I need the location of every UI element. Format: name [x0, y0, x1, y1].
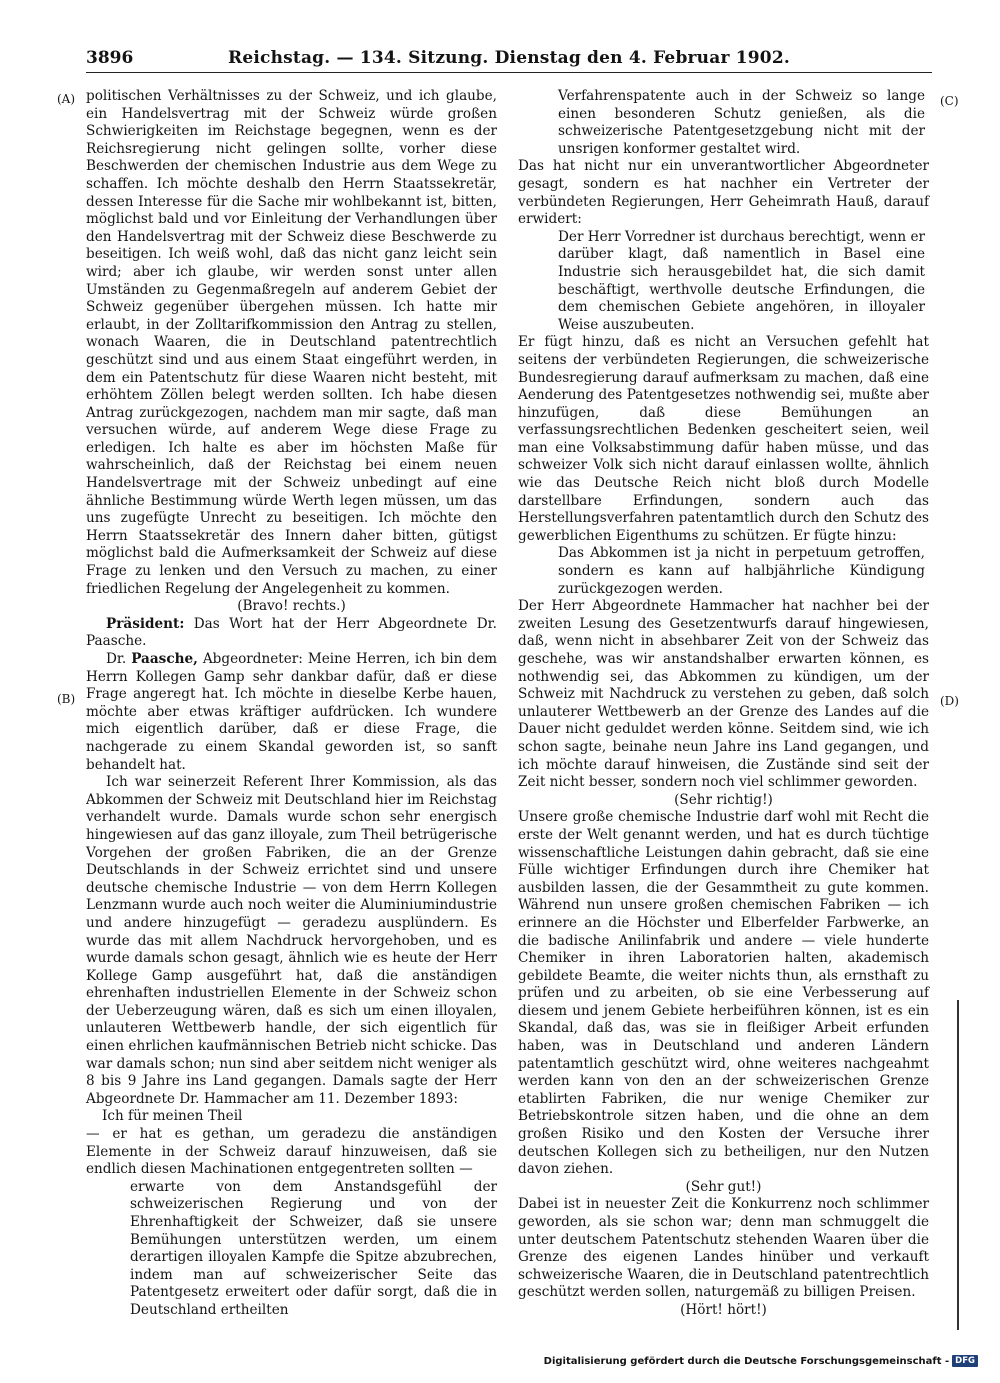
paragraph: Der Herr Abgeordnete Hammacher hat nachher bei der zweiten Lesung des Gesetzentwurfs darauf hingewiesen, daß, wenn nicht in absehbarer Zeit von der Schweiz das geschehe, was wir anstandshalber erwarten können, es nothwendig sei, das Abkommen zu kündigen, um der Schweiz mit Nachdruck zu verstehen zu geben, daß solch unlauterer Wettbewerb an der Grenze des Landes auf die Dauer nicht geduldet werden könne. Seitdem sind, wie ich schon sagte, beinahe neun Jahre ins Land gegangen, und ich möchte darauf hinweisen, die Zustände sind seit der Zeit nicht besser, sondern noch viel schlimmer geworden. [518, 598, 929, 791]
running-head: Reichstag. — 134. Sitzung. Dienstag den 4. Februar 1902. [228, 48, 790, 68]
interjection: (Bravo! rechts.) [237, 598, 346, 615]
page-number: 3896 [86, 48, 134, 68]
page-header [86, 42, 932, 72]
margin-mark-d: (D) [940, 694, 959, 708]
paragraph: Das hat nicht nur ein unverantwortlicher Abgeordneter gesagt, sondern es hat nachher ein Vertreter der verbündeten Regierungen, Herr Geheimrath Hauß, darauf erwidert: [518, 158, 929, 228]
paragraph: Dr. Paasche, Abgeordneter: Meine Herren, ich bin dem Herrn Kollegen Gamp sehr dankbar dafür, daß er diese Frage angeregt hat. Ich möchte in dieselbe Kerbe hauen, möchte aber etwas kräftiger aufdrücken. Ich wundere mich eigentlich darüber, daß er diese Frage, die nachgerade zu einem Skandal geworden ist, so sanft behandelt hat. [86, 651, 498, 773]
paragraph: Dabei ist in neuester Zeit die Konkurrenz noch schlimmer geworden, als sie schon war; denn man schmuggelt die unter deutschem Patentschutz stehenden Waaren über die Grenze des eigenen Landes hinüber und verkauft schweizerische Waaren, die in Deutschland patentrechtlich geschützt werden sollen, naturgemäß zu billigen Preisen. [518, 1196, 929, 1301]
interjection: (Sehr richtig!) [674, 791, 773, 808]
interjection: (Hört! hört!) [680, 1301, 767, 1318]
speaker-name: Präsident: [106, 615, 185, 632]
quote-line: Ich für meinen Theil [102, 1108, 243, 1125]
paragraph: — er hat es gethan, um geradezu die anständigen Elemente in der Schweiz darauf hinzuweisen, daß sie endlich diesen Machinationen entgegentreten sollten — [86, 1126, 497, 1178]
quote: erwarte von dem Anstandsgefühl der schweizerischen Regierung und von der Ehrenhaftigkeit der Schweizer, daß sie unsere Bemühungen unterstützen werden, um einem derartigen illoyalen Kampfe die Spitze abzubrechen, indem man auf schweizerischer Seite das Patentgesetz erweitert oder dafür sorgt, daß die in Deutschland ertheilten [130, 1178, 497, 1318]
speaker-name: Paasche, [131, 651, 198, 667]
footer [544, 1355, 978, 1367]
margin-mark-c: (C) [940, 94, 959, 108]
paragraph: Unsere große chemische Industrie darf wohl mit Recht die erste der Welt genannt werden, und hat es durch tüchtige wissenschaftliche Leistungen dahin gebracht, daß sie eine Fülle wichtiger Erfindungen durch ihre Chemiker hat ausbilden lassen, die der Gesammtheit zu gute kommen. Während nun unsere großen chemischen Fabriken — ich erinnere an die Höchster und Elberfelder Farbwerke, an die badische Anilinfabrik und andere — viele hunderte Chemiker in ihren Laboratorien halten, akademisch gebildete Beamte, die weiter nichts thun, als ernsthaft zu prüfen und zu arbeiten, ob sie eine Verbesserung auf diesem und jenem Gebiete herbeiführen können, ist es ein Skandal, daß das, was sie in fleißiger Arbeit erfunden haben, was in Deutschland und anderen Ländern patentamtlich geschützt wird, ohne weiteres nachgeahmt werden kann von den an der schweizerischen Grenze etablirten Fabriken, die nur wenige Chemiker zur Betriebskontrole sitzen haben, und die ohne an dem großen Risiko und den Kosten der Versuche ihrer deutschen Kollegen sich zu betheiligen, nur den Nutzen davon ziehen. [518, 809, 929, 1178]
left-column [86, 88, 497, 1320]
margin-mark-a: (A) [57, 92, 76, 106]
right-column [518, 88, 929, 1320]
quote: Der Herr Vorredner ist durchaus berechtigt, wenn er darüber klagt, daß namentlich in Basel eine Industrie sich herausgebildet hat, die sich damit beschäftigt, werthvolle deutsche Erfindungen, die dem chemischen Gebiete angehören, in illoyaler Weise auszubeuten. [558, 228, 926, 333]
margin-mark-b: (B) [57, 692, 76, 706]
dfg-logo-icon: DFG [952, 1355, 978, 1367]
paragraph: Präsident: Das Wort hat der Herr Abgeordnete Dr. Paasche. [86, 615, 497, 650]
quote: Verfahrenspatente auch in der Schweiz so lange einen besonderen Schutz genießen, als die schweizerische Patentgesetzgebung nicht mit der unsrigen konformer gestaltet wird. [558, 88, 925, 157]
margin-bar [957, 1000, 959, 1330]
quote: Das Abkommen ist ja nicht in perpetuum getroffen, sondern es kann auf halbjährliche Kündigung zurückgezogen werden. [558, 545, 925, 597]
footer-text: Digitalisierung gefördert durch die Deutsche Forschungsgemeinschaft - [543, 1355, 950, 1367]
header-rule [86, 72, 932, 73]
interjection: (Sehr gut!) [685, 1178, 762, 1195]
paragraph: politischen Verhältnisses zu der Schweiz, und ich glaube, ein Handelsvertrag mit der Schweiz würde großen Schwierigkeiten im Reichstage begegnen, wenn es der Reichsregierung nicht gelingen sollte, vorher diese Beschwerden der chemischen Industrie aus dem Wege zu schaffen. Ich möchte deshalb den Herrn Staatssekretär, dessen Interesse für die Sache mir wohlbekannt ist, bitten, möglichst bald und vor Einleitung der Verhandlungen über den Handelsvertrag mit der Schweiz diese Beschwerde zu beseitigen. Ich weiß wohl, daß das nicht ganz leicht sein wird; aber ich glaube, wir werden sonst unter allen Umständen zu Gegenmaßregeln auf anderem Gebiet der Schweiz gegenüber übergehen müssen. Ich hatte mir erlaubt, in der Zolltarifkommission den Antrag zu stellen, wonach Waaren, die in Deutschland patentrechtlich geschützt sind und aus einem Staat eingeführt werden, in dem ein Patentschutz für diese Waaren nicht besteht, mit erhöhtem Zöllen belegt werden sollten. Ich habe diesen Antrag zurückgezogen, nachdem man mir sagte, daß man versuchen würde, auf anderem Wege diese Frage zu erledigen. Ich halte es aber im höchsten Maße für wahrscheinlich, daß der Reichstag bei einem neuen Handelsvertrage mit der Schweiz unbedingt auf eine ähnliche Bestimmung würde Werth legen müssen, um das uns zugefügte Unrecht zu beseitigen. Ich möchte den Herrn Staatssekretär des Innern daher bitten, gütigst möglichst bald die Aufmerksamkeit der Schweiz auf diese Frage zu lenken und den Versuch zu machen, zu einer friedlichen Regelung der Angelegenheit zu kommen. [86, 88, 497, 597]
paragraph: Er fügt hinzu, daß es nicht an Versuchen gefehlt hat seitens der verbündeten Regierungen, die schweizerische Bundesregierung darauf aufmerksam zu machen, daß eine Aenderung des Patentgesetzes nothwendig sei, mußte aber hinzufügen, daß diese Bemühungen an verfassungsrechtlichen Bedenken gescheitert seien, weil man eine Volksabstimmung dafür haben müsse, und das schweizer Volk sich nicht darauf einlassen wollte, ähnlich wie das Deutsche Reich nicht bloß durch Modelle darstellbare Erfindungen, sondern auch das Herstellungsverfahren patentamtlich durch den Schutz des gewerblichen Eigenthums zu schützen. Er fügte hinzu: [518, 334, 929, 544]
paragraph: Ich war seinerzeit Referent Ihrer Kommission, als das Abkommen der Schweiz mit Deutschland hier im Reichstag verhandelt wurde. Damals wurde schon sehr energisch hingewiesen auf das ganz illoyale, zum Theil betrügerische Vorgehen der großen Fabriken, die an der Grenze Deutschlands in der Schweiz errichtet sind und unsere deutsche chemische Industrie — von dem Herrn Kollegen Lenzmann wurde auch noch weiter die Aluminiumindustrie und andere hinzugefügt — geradezu ausplündern. Es wurde das mit allem Nachdruck hervorgehoben, und es wurde damals schon gesagt, ähnlich wie es heute der Herr Kollege Gamp ausgeführt hat, daß die anständigen ehrenhaften industriellen Elemente in der Schweiz schon der Ueberzeugung wären, daß es sich um einen illoyalen, unlauteren Wettbewerb handle, der sich eigentlich für einen ehrlichen kaufmännischen Betrieb nicht schicke. Das war damals schon; nun sind aber seitdem nicht weniger als 8 bis 9 Jahre ins Land gegangen. Damals sagte der Herr Abgeordnete Dr. Hammacher am 11. Dezember 1893: [86, 774, 497, 1107]
